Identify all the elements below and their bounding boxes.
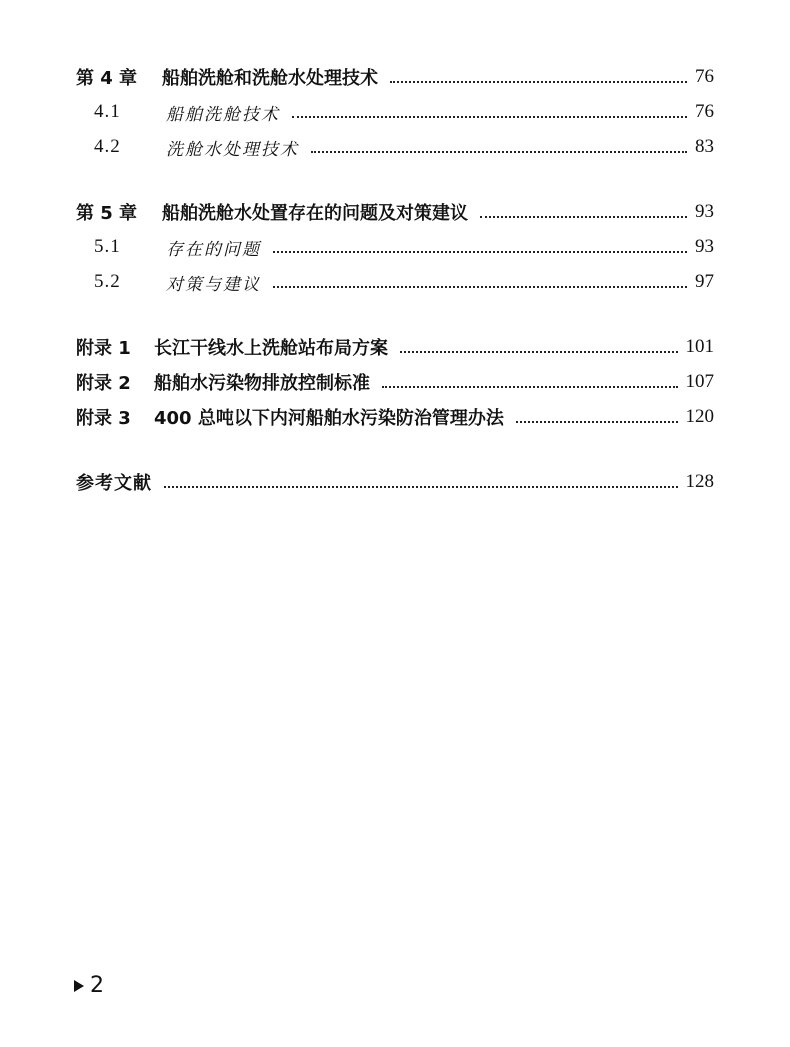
section-number: 5.1 [94, 236, 121, 257]
dot-leader [390, 80, 687, 83]
section-title: 洗舱水处理技术 [166, 139, 299, 160]
chapter-title: 船舶洗舱和洗舱水处理技术 [162, 68, 378, 89]
dot-leader [164, 485, 678, 488]
dot-leader [382, 385, 678, 388]
section-title: 对策与建议 [166, 274, 261, 295]
appendix-title: 船舶水污染物排放控制标准 [154, 373, 370, 394]
dot-leader [516, 420, 678, 423]
page-number: 120 [685, 406, 714, 427]
dot-leader [311, 150, 687, 153]
appendix-title: 400 总吨以下内河船舶水污染防治管理办法 [154, 408, 504, 429]
toc-chapter-5[interactable] [76, 199, 714, 225]
toc-references[interactable] [76, 469, 714, 495]
page-number: 93 [695, 201, 714, 222]
references-title: 参考文献 [76, 473, 152, 494]
page-footer [74, 973, 104, 998]
page-number: 76 [695, 66, 714, 87]
page-number: 128 [685, 471, 714, 492]
page-number: 107 [685, 371, 714, 392]
appendix-number: 附录 2 [76, 373, 131, 394]
dot-leader [273, 250, 687, 253]
chapter-number: 第 4 章 [76, 68, 138, 89]
section-number: 4.1 [94, 101, 121, 122]
dot-leader [292, 115, 687, 118]
chapter-title: 船舶洗舱水处置存在的问题及对策建议 [162, 203, 468, 224]
page-number: 76 [695, 101, 714, 122]
section-title: 船舶洗舱技术 [166, 104, 280, 125]
dot-leader [273, 285, 687, 288]
section-number: 5.2 [94, 271, 121, 292]
appendix-number: 附录 1 [76, 338, 131, 359]
page-number: 101 [685, 336, 714, 357]
toc-section-5-2[interactable] [76, 269, 714, 295]
toc-appendix-1[interactable] [76, 334, 714, 360]
triangle-marker-icon [74, 980, 84, 992]
chapter-number: 第 5 章 [76, 203, 138, 224]
section-number: 4.2 [94, 136, 121, 157]
toc-appendix-2[interactable] [76, 369, 714, 395]
appendix-number: 附录 3 [76, 408, 131, 429]
dot-leader [480, 215, 687, 218]
appendix-title: 长江干线水上洗舱站布局方案 [154, 338, 388, 359]
toc-section-4-2[interactable] [76, 134, 714, 160]
page-number: 93 [695, 236, 714, 257]
dot-leader [400, 350, 678, 353]
page-number: 97 [695, 271, 714, 292]
toc-appendix-3[interactable] [76, 404, 714, 430]
toc-chapter-4[interactable] [76, 64, 714, 90]
toc-section-4-1[interactable] [76, 99, 714, 125]
toc-section-5-1[interactable] [76, 234, 714, 260]
section-title: 存在的问题 [166, 239, 261, 260]
page-number: 83 [695, 136, 714, 157]
footer-page-number: 2 [90, 973, 104, 998]
